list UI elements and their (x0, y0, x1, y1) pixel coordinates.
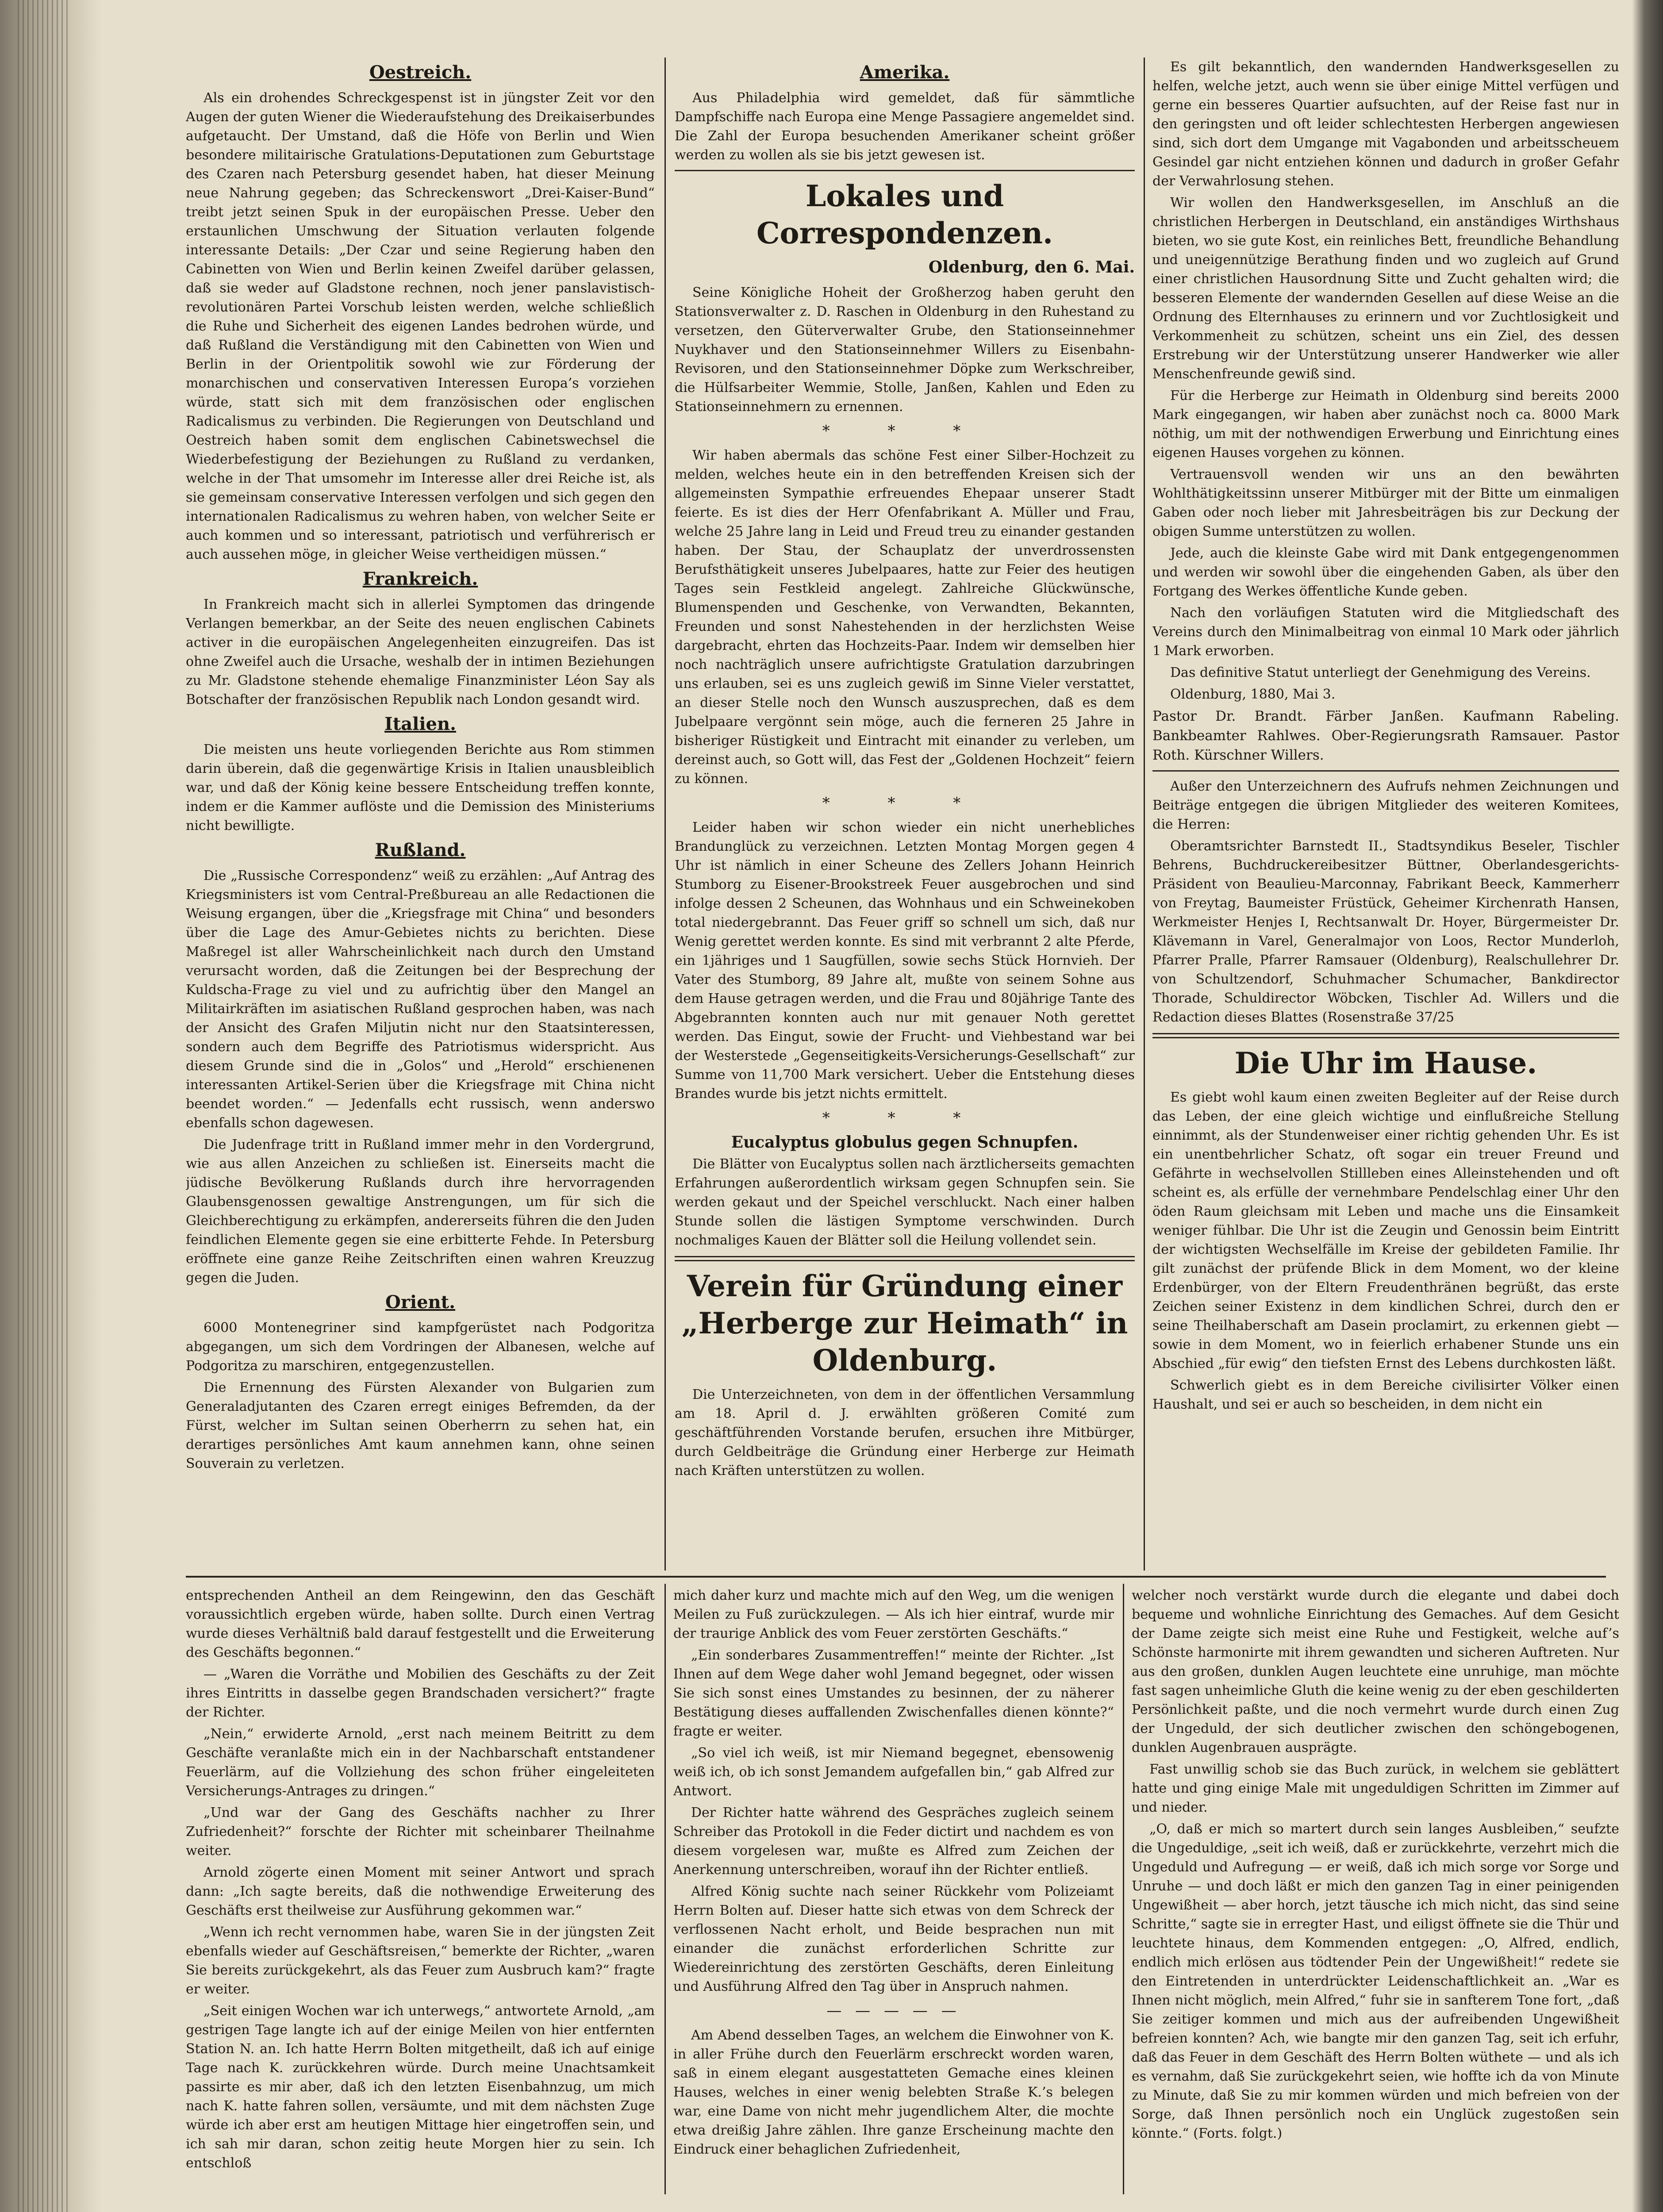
place-date-line: Oldenburg, 1880, Mai 3. (1170, 687, 1336, 702)
story-paragraph: „O, daß er mich so martert durch sein langes Ausbleiben,“ seufzte die Ungeduldige, „seit ich weiß, daß er zurückkehrte, verzehrt mich die Ungeduld und Aufregung — er weiß, daß ich mich sorge vor Sorge und Unruhe — und doch läßt er mich den ganzen Tag in einer peinigenden Ungewißheit — aber horch, jetzt täusche ich mich nicht, das sind seine Schritte,“ sagte sie in erregter Hast, und eiligst öffnete sie die Thür und leuchtete hinaus, dem Kommenden entgegen: „O, Alfred, endlich, endlich mich erlösen aus tödtender Pein der Ungewißheit!“ redete sie den Eintretenden in unterdrückter Leidenschaftlichkeit an. „War es Ihnen nicht möglich, mein Alfred,“ fuhr sie in sanfterem Tone fort, „daß Sie zeitiger kommen und mich aus der aufreibenden Ungewißheit befreien konnten? Ach, wie bangte mir den ganzen Tag, seit ich erfuhr, daß das Feuer in dem Geschäft des Herrn Bolten wüthete — und als ich es vernahm, daß Sie zurückgekehrt seien, wie hoffte ich da von Minute zu Minute, daß Sie zu mir kommen würden und mich befreien von der Sorge, daß Ihnen persönlich noch ein Unglück zugestoßen sein könnte.“ (Forts. folgt.) (1132, 1821, 1619, 2141)
article-paragraph: Die Blätter von Eucalyptus sollen nach ärztlicherseits gemachten Erfahrungen außerordentlich wirksam gegen Schnupfen sein. Sie werden gekaut und der Speichel verschluckt. Nach einer halben Stunde sollen die lästigen Symptome verschwinden. Durch nochmaliges Kauen der Blätter soll die Heilung vollendet sein. (675, 1156, 1135, 1248)
column-rule (1123, 1584, 1124, 2194)
story-paragraph: — „Waren die Vorräthe und Mobilien des Geschäfts zu der Zeit ihres Eintritts in dasselbe gegen Brandschaden versichert?“ fragte der Richter. (186, 1667, 655, 1720)
article-paragraph: Die Unterzeichneten, von dem in der öffentlichen Versammlung am 18. April d. J. erwählten größeren Comité zum geschäftführenden Vorstande berufen, ersuchen ihre Mitbürger, durch Geldbeiträge die Gründung einer Herberge zur Heimath nach Kräften unterstützen zu wollen. (675, 1387, 1135, 1479)
story-paragraph: „Seit einigen Wochen war ich unterwegs,“ antwortete Arnold, „am gestrigen Tage langte ich auf der einige Meilen von hier entfernten Station N. an. Ich hatte Herrn Bolten mitgetheilt, daß ich auf einige Tage nach K. zurückkehren würde. Durch meine Unachtsamkeit passirte es mir aber, daß ich den letzten Eisenbahnzug, um mich nach K. hatte fahren sollen, versäumte, und mit dem nächsten Zuge würde ich aber erst am heutigen Mittage hier eingetroffen sein, und ich sah mir daran, schon zeitig heute Morgen hier zu sein. Ich entschloß (186, 2003, 655, 2171)
section-divider (186, 1576, 1606, 1578)
column-rule (1144, 58, 1145, 1571)
rule (1152, 770, 1619, 772)
page-edge-shadow (1632, 0, 1663, 2212)
feuilleton-column-1 (186, 1586, 655, 2197)
article-paragraph: Es gilt bekanntlich, den wandernden Handwerksgesellen zu helfen, welche jetzt, auch wenn sie über einige Mittel verfügen und gerne ein besseres Quartier aufsuchten, auf der Reise fast nur in den geringsten und oft leider schlechtesten Herbergen angewiesen sind, sich dort dem Umgange mit Vagabonden und arbeitsscheuem Gesindel gar nicht entziehen können und dadurch in großer Gefahr der Verwahrlosung stehen. (1152, 59, 1619, 189)
article-paragraph: Es giebt wohl kaum einen zweiten Begleiter auf der Reise durch das Leben, der eine gleich wichtige und einflußreiche Stellung einnimmt, als der Stundenweiser einer richtig gehenden Uhr. Es ist ein unentbehrlicher Schatz, oft sogar ein treuer Freund und Gefährte in wechselvollen Stillleben eines Alleinstehenden und oft scheint es, als erfülle der vernehmbare Pendelschlag einer Uhr den öden Raum gleichsam mit Leben und mache uns die Einsamkeit weniger fühlbar. Die Uhr ist die Zeugin und Genossin beim Eintritt der wichtigsten Wechselfälle im Kreise der gebildeten Familie. Ihr gilt zunächst der prüfende Blick in dem Moment, wo der kleine Erdenbürger, von der Eltern Freudenthränen begrüßt, das erste Zeichen seiner Existenz in dem kindlichen Schrei, durch den er seine Theilhaberschaft am Dasein proclamirt, zu erkennen giebt — sowie in dem Moment, wo in feierlich erhabener Stunde uns ein Abschied „für ewig“ den tiefsten Ernst des Lebens durchkosten läßt. (1152, 1090, 1619, 1371)
separator-stars: * * * (822, 794, 987, 812)
article-paragraph: Schwerlich giebt es in dem Bereiche civilisirter Völker einen Haushalt, und sei er auch so bescheiden, in dem nicht ein (1152, 1378, 1619, 1412)
separator-stars: * * * (822, 422, 987, 440)
section-heading-uhr: Die Uhr im Hause. (1234, 1046, 1537, 1080)
story-paragraph: „Nein,“ erwiderte Arnold, „erst nach meinem Beitritt zu dem Geschäfte veranlaßte mich ein in der Nachbarschaft entstandener Feuerlärm, auf die Vollziehung des schon früher eingeleiteten Versicherungs-Antrages zu dringen.“ (186, 1726, 655, 1799)
article-paragraph: Das definitive Statut unterliegt der Genehmigung des Vereins. (1170, 665, 1591, 680)
feuilleton-column-3 (1132, 1586, 1619, 2197)
section-heading-oestreich: Oestreich. (369, 62, 472, 83)
story-paragraph: „Ein sonderbares Zusammentreffen!“ meinte der Richter. „Ist Ihnen auf dem Wege daher wohl Jemand begegnet, oder wissen Sie sich sonst eines Umstandes zu besinnen, der zu näherer Bestätigung dieses auffallenden Zwischenfalles dienen könnte?“ fragte er weiter. (673, 1647, 1114, 1739)
story-paragraph: „Und war der Gang des Geschäfts nachher zu Ihrer Zufriedenheit?“ forschte der Richter mit scheinbarer Theilnahme weiter. (186, 1805, 655, 1859)
book-binding-gutter (0, 0, 102, 2212)
separator-stars: * * * (822, 1109, 987, 1127)
story-paragraph: welcher noch verstärkt wurde durch die elegante und dabei doch bequeme und wohnliche Einrichtung des Gemaches. Auf dem Gesicht der Dame zeigte sich meist eine Ruhe und Festigkeit, welche auf’s Schönste harmonirte mit ihrem gewandten und sicheren Auftreten. Nur aus den großen, dunklen Augen leuchtete eine unruhige, man möchte fast sagen unheimliche Gluth die keine wenig zu der eben geschilderten Persönlichkeit paßte, und die noch vermehrt wurde durch einen Zug der Ungeduld, der sich deutlicher zwischen den schöngebogenen, dunklen Augenbrauen ausprägte. (1132, 1588, 1619, 1755)
article-paragraph: Die Ernennung des Fürsten Alexander von Bulgarien zum Generaladjutanten des Czaren erregt einiges Befremden, da der Fürst, welcher im Sultan seinen Oberherrn zu sehen hat, ein derartiges persönliches Amt kaum annehmen kann, ohne seinen Souverain zu verletzen. (186, 1380, 655, 1471)
column-rule (664, 1584, 666, 2194)
article-paragraph: Die „Russische Correspondenz“ weiß zu erzählen: „Auf Antrag des Kriegsministers ist vom Central-Preßbureau an alle Redactionen die Weisung ergangen, über die „Kriegsfrage mit China“ und besonders über die Lage des Amur-Gebietes nichts zu berichten. Diese Maßregel ist aller Wahrscheinlichkeit nach durch den Umstand verursacht worden, daß die Zeitungen bei der Besprechung der Kuldscha-Frage zu viel und zu aufrichtig über den Mangel an Militairkräften im asiatischen Rußland gesprochen haben, was nach der Ansicht des Grafen Miljutin nicht nur den Staatsinteressen, sondern auch dem Begriffe des Patriotismus widerspricht. Aus diesem Grunde sind die in „Golos“ und „Herold“ erschienenen interessanten Artikel-Serien über die Kriegsfrage mit China nicht beendet worden.“ — Jedenfalls echt russisch, wenn anderswo ebenfalls schon dagewesen. (186, 868, 655, 1131)
section-heading-frankreich: Frankreich. (362, 568, 478, 589)
top-column-2 (675, 58, 1135, 1571)
story-paragraph: Fast unwillig schob sie das Buch zurück, in welchem sie geblättert hatte und ging einige Male mit ungeduldigen Schritten im Zimmer auf und nieder. (1132, 1762, 1619, 1815)
rule (675, 170, 1135, 171)
article-paragraph: Leider haben wir schon wieder ein nicht unerhebliches Brandunglück zu verzeichnen. Letzten Montag Morgen gegen 4 Uhr ist nämlich in einer Scheune des Zellers Johann Heinrich Stumborg zu Eisener-Brookstreek Feuer ausgebrochen und sind infolge dessen 2 Scheunen, das Wohnhaus und ein Schweinekoben total niedergebrannt. Das Feuer griff so schnell um sich, daß nur Wenig gerettet werden konnte. Es sind mit verbrannt 2 alte Pferde, ein 1jähriges und 1 Saugfüllen, sowie sechs Stück Hornvieh. Der Vater des Stumborg, 89 Jahre alt, mußte von seinem Sohne aus dem Hause getragen werden, und die Frau und 80jährige Tante des Abgebrannten konnten auch nur mit genauer Noth gerettet werden. Das Eingut, sowie der Frucht- und Viehbestand war bei der Westerstede „Gegenseitigkeits-Versicherungs-Gesellschaft“ zur Summe von 11,700 Mark versichert. Ueber die Entstehung dieses Brandes wurde bis jetzt nichts ermittelt. (675, 820, 1135, 1102)
signatories: Pastor Dr. Brandt. Färber Janßen. Kaufmann Rabeling. Bankbeamter Rahlwes. Ober-Regierungsrath Ramsauer. Pastor Roth. Kürschner Willers. (1152, 708, 1619, 763)
section-heading-verein: Verein für Gründung einer „Herberge zur Heimath“ in Oldenburg. (681, 1269, 1128, 1378)
feuilleton-column-2 (673, 1586, 1114, 2197)
article-paragraph: Nach den vorläufigen Statuten wird die Mitgliedschaft des Vereins durch den Minimalbeitrag von einmal 10 Mark oder jährlich 1 Mark erworben. (1152, 605, 1619, 659)
story-paragraph: Alfred König suchte nach seiner Rückkehr vom Polizeiamt Herrn Bolten auf. Dieser hatte sich etwas von dem Schreck der verflossenen Nacht erholt, und Beide besprachen nun mit einander die zunächst erforderlichen Schritte zur Wiedereinrichtung des zerstörten Geschäfts, deren Einleitung und Ausführung Alfred den Tag über in Anspruch nahmen. (673, 1884, 1114, 1994)
double-rule (675, 1256, 1135, 1261)
section-heading-lokales: Lokales und Correspondenzen. (757, 179, 1053, 250)
story-paragraph: „Wenn ich recht vernommen habe, waren Sie in der jüngsten Zeit ebenfalls wieder auf Geschäftsreisen,“ bemerkte der Richter, „waren Sie bereits zurückgekehrt, als das Feuer zum Ausbruch kam?“ fragte er weiter. (186, 1924, 655, 1997)
article-paragraph: Für die Herberge zur Heimath in Oldenburg sind bereits 2000 Mark eingegangen, wir haben aber zunächst noch ca. 8000 Mark nöthig, um mit der nothwendigen Erwerbung und Einrichtung eines eigenen Hauses vorgehen zu können. (1152, 388, 1619, 461)
article-paragraph: Aus Philadelphia wird gemeldet, daß für sämmtliche Dampfschiffe nach Europa eine Menge Passagiere angemeldet sind. Die Zahl der Europa besuchenden Amerikaner scheint größer werden zu wollen als sie bis jetzt gewesen ist. (675, 90, 1135, 163)
section-heading-orient: Orient. (385, 1292, 456, 1313)
article-paragraph: Wir haben abermals das schöne Fest einer Silber-Hochzeit zu melden, welches heute ein in den betreffenden Kreisen sich der allgemeinsten Sympathie erfreuendes Ehepaar unserer Stadt feierte. Es ist dies der Herr Ofenfabrikant A. Müller und Frau, welche 25 Jahre lang in Leid und Freud treu zu einander gestanden haben. Der Stau, der Schauplatz der unverdrossensten Berufsthätigkeit unseres Jubelpaares, hatte zur Feier des heutigen Tages sein Festkleid angelegt. Zahlreiche Glückwünsche, Blumenspenden und Geschenke, von Verwandten, Bekannten, Freunden und sonst Nahestehenden in der herzlichsten Weise dargebracht, ehrten das Hochzeits-Paar. Indem wir demselben hier noch nachträglich unsere aufrichtigste Gratulation darzubringen uns erlauben, sei es uns zugleich gewiß im Sinne Vieler verstattet, an dieser Stelle noch den Wunsch auszusprechen, daß es dem Jubelpaare vergönnt sein möge, auch die ferneren 25 Jahre in bisheriger Rüstigkeit und Eintracht mit einander zu verleben, um dereinst auch, so Gott will, das Fest der „Goldenen Hochzeit“ feiern zu können. (675, 448, 1135, 787)
article-subheading: Eucalyptus globulus gegen Schnupfen. (731, 1133, 1079, 1152)
separator-dashes: — — — — — (826, 2002, 961, 2020)
story-paragraph: entsprechenden Antheil an dem Reingewinn, den das Geschäft voraussichtlich ergeben würde, haben sollte. Durch einen Vertrag wurde dieses Verhältniß bald darauf festgestellt und die Erweiterung des Geschäfts begonnen.“ (186, 1588, 655, 1660)
article-paragraph: Seine Königliche Hoheit der Großherzog haben geruht den Stationsverwalter z. D. Raschen in Oldenburg in den Ruhestand zu versetzen, den Güterverwalter Grube, den Stationseinnehmer Nuykhaver und den Stationseinnehmer Willers zu Eisenbahn-Revisoren, und den Stationseinnehmer Döpke zum Werkschreiber, die Hülfsarbeiter Wemmie, Stolle, Janßen, Kahlen und Eden zu Stationseinnehmern zu ernennen. (675, 285, 1135, 415)
article-paragraph: Wir wollen den Handwerksgesellen, im Anschluß an die christlichen Herbergen in Deutschland, ein anständiges Wirthshaus bieten, wo sie gute Kost, ein reinliches Bett, freundliche Behandlung und uneigennützige Berathung finden und wo zugleich auf Grund einer christlichen Hausordnung Sitte und Zucht gehalten wird; die besseren Elemente der wandernden Gesellen auf diese Weise an die Ordnung des Elternhauses zu erinnern und vor Zuchtlosigkeit und Verkommenheit zu schützen, scheint uns ein Ziel, des dessen Erstrebung wir der Unterstützung unserer Handwerker wie aller Menschenfreunde gewiß sind. (1152, 195, 1619, 382)
story-paragraph: Der Richter hatte während des Gespräches zugleich seinem Schreiber das Protokoll in die Feder dictirt und nachdem es von diesem vorgelesen war, mußte es Alfred zum Zeichen der Anerkennung unterschreiben, worauf ihn der Richter entließ. (673, 1805, 1114, 1878)
section-heading-italien: Italien. (384, 714, 456, 734)
story-paragraph: Arnold zögerte einen Moment mit seiner Antwort und sprach dann: „Ich sagte bereits, daß die nothwendige Erweiterung des Geschäfts erst theilweise zur Ausführung gekommen war.“ (186, 1865, 655, 1918)
article-paragraph: Außer den Unterzeichnern des Aufrufs nehmen Zeichnungen und Beiträge entgegen die übrigen Mitglieder des weiteren Komitees, die Herren: (1152, 779, 1619, 832)
column-rule (664, 58, 666, 1571)
double-rule (1152, 1033, 1619, 1038)
top-column-3 (1152, 58, 1619, 1571)
section-heading-amerika: Amerika. (860, 62, 950, 83)
article-paragraph: In Frankreich macht sich in allerlei Symptomen das dringende Verlangen bemerkbar, an der Seite des neuen englischen Cabinets activer in die europäischen Angelegenheiten einzugreifen. Das ist ohne Zweifel auch die Ursache, weshalb der in intimen Beziehungen zu Mr. Gladstone stehende ehemalige Finanzminister Léon Say als Botschafter der französischen Republik nach London gesandt wird. (186, 597, 655, 707)
article-paragraph: Jede, auch die kleinste Gabe wird mit Dank entgegengenommen und werden wir sowohl über die eingehenden Gaben, als über den Fortgang des Werkes öffentliche Kunde geben. (1152, 545, 1619, 599)
committee-members: Oberamtsrichter Barnstedt II., Stadtsyndikus Beseler, Tischler Behrens, Buchdruckereibesitzer Büttner, Oberlandesgerichts-Präsident von Beaulieu-Marconnay, Fabrikant Beeck, Kammerherr von Freytag, Baumeister Früstück, Geheimer Kirchenrath Hansen, Werkmeister Henjes I, Rechtsanwalt Dr. Hoyer, Bürgermeister Dr. Klävemann in Varel, Generalmajor von Loos, Rector Munderloh, Pfarrer Pralle, Pfarrer Ramsauer (Oldenburg), Realschullehrer Dr. von Schultzendorf, Schuhmacher Schumacher, Bankdirector Thorade, Schuldirector Wöbcken, Tischler Ad. Willers und die Redaction dieses Blattes (Rosenstraße 37/25 (1152, 838, 1619, 1025)
story-paragraph: „So viel ich weiß, ist mir Niemand begegnet, ebensowenig weiß ich, ob ich sonst Jemandem aufgefallen bin,“ gab Alfred zur Antwort. (673, 1745, 1114, 1799)
section-heading-russland: Rußland. (375, 840, 466, 860)
article-paragraph: Die Judenfrage tritt in Rußland immer mehr in den Vordergrund, wie aus allen Anzeichen zu schließen ist. Einerseits macht die jüdische Bevölkerung Rußlands durch ihre hervorragenden Glaubensgenossen gewaltige Anstrengungen, um für sich die Gleichberechtigung zu erkämpfen, andererseits führen die den Juden feindlichen Elemente gegen sie eine erbitterte Fehde. In Petersburg eröffnete eine ganze Reihe Zeitschriften einen wahren Kreuzzug gegen die Juden. (186, 1137, 655, 1286)
article-paragraph: Als ein drohendes Schreckgespenst ist in jüngster Zeit vor den Augen der guten Wiener die Wiederaufstehung des Dreikaiserbundes aufgetaucht. Der Umstand, daß die Höfe von Berlin und Wien besondere militairische Gratulations-Deputationen zum Geburtstage des Czaren nach Petersburg gesendet haben, hat dieser Meinung neue Nahrung gegeben; das Schreckenswort „Drei-Kaiser-Bund“ treibt jetzt seinen Spuk in der europäischen Presse. Ueber den erstaunlichen Umschwung der Situation verlauten folgende interessante Details: „Der Czar und seine Regierung haben den Cabinetten von Wien und Berlin keinen Zweifel darüber gelassen, daß sie weder auf Gladstone rechnen, noch jener panslavistisch-revolutionären Partei Vorschub leisten werden, welche schließlich die Ruhe und Sicherheit des eigenen Landes bedrohen würde, und daß Rußland die Verständigung mit den Cabinetten von Wien und Berlin in der Orientpolitik sowohl wie zur Förderung der monarchischen und conservativen Interessen Europa’s vorziehen würde, statt sich mit dem französischen oder englischen Radicalismus zu verbinden. Die Regierungen von Deutschland und Oestreich haben somit dem englischen Cabinetswechsel die Wiederbefestigung der Beziehungen zu Rußland zu verdanken, welche in der That umsomehr im Interesse aller drei Reiche ist, als sie gemeinsam conservative Interessen verfolgen und sich gegen den internationalen Radicalismus zu wehren haben, von welcher Seite er auch kommen und so interessant, patriotisch und verführerisch er auch aussehen möge, in gleicher Weise vertheidigen müssen.“ (186, 90, 655, 562)
story-paragraph: Am Abend desselben Tages, an welchem die Einwohner von K. in aller Frühe durch den Feuerlärm erschreckt worden waren, saß in einem elegant ausgestatteten Gemache eines kleinen Hauses, welches in einer wenig belebten Straße K.’s belegen war, eine Dame von nicht mehr jugendlichem Alter, die mochte etwa dreißig Jahre zählen. Ihre ganze Erscheinung machte den Eindruck einer behaglichen Zufriedenheit, (673, 2028, 1114, 2157)
top-column-1 (186, 58, 655, 1571)
article-paragraph: 6000 Montenegriner sind kampfgerüstet nach Podgoritza abgegangen, um sich dem Vordringen der Albanesen, welche auf Podgoritza zu marschiren, entgegenzustellen. (186, 1320, 655, 1374)
story-paragraph: mich daher kurz und machte mich auf den Weg, um die wenigen Meilen zu Fuß zurückzulegen. — Als ich hier eintraf, wurde mir der traurige Anblick des vom Feuer zerstörten Geschäfts.“ (673, 1588, 1114, 1641)
dateline: Oldenburg, den 6. Mai. (928, 258, 1135, 276)
article-paragraph: Die meisten uns heute vorliegenden Berichte aus Rom stimmen darin überein, daß die gegenwärtige Krisis in Italien unausbleiblich war, und daß der König keine bessere Entscheidung treffen konnte, indem er die Kammer auflöste und die Demission des Ministeriums nicht bewilligte. (186, 742, 655, 833)
article-paragraph: Vertrauensvoll wenden wir uns an den bewährten Wohlthätigkeitssinn unserer Mitbürger mit der Bitte um einmaligen Gaben oder noch lieber mit Jahresbeiträgen bis zur Deckung der obigen Summe unterstützen zu wollen. (1152, 467, 1619, 539)
